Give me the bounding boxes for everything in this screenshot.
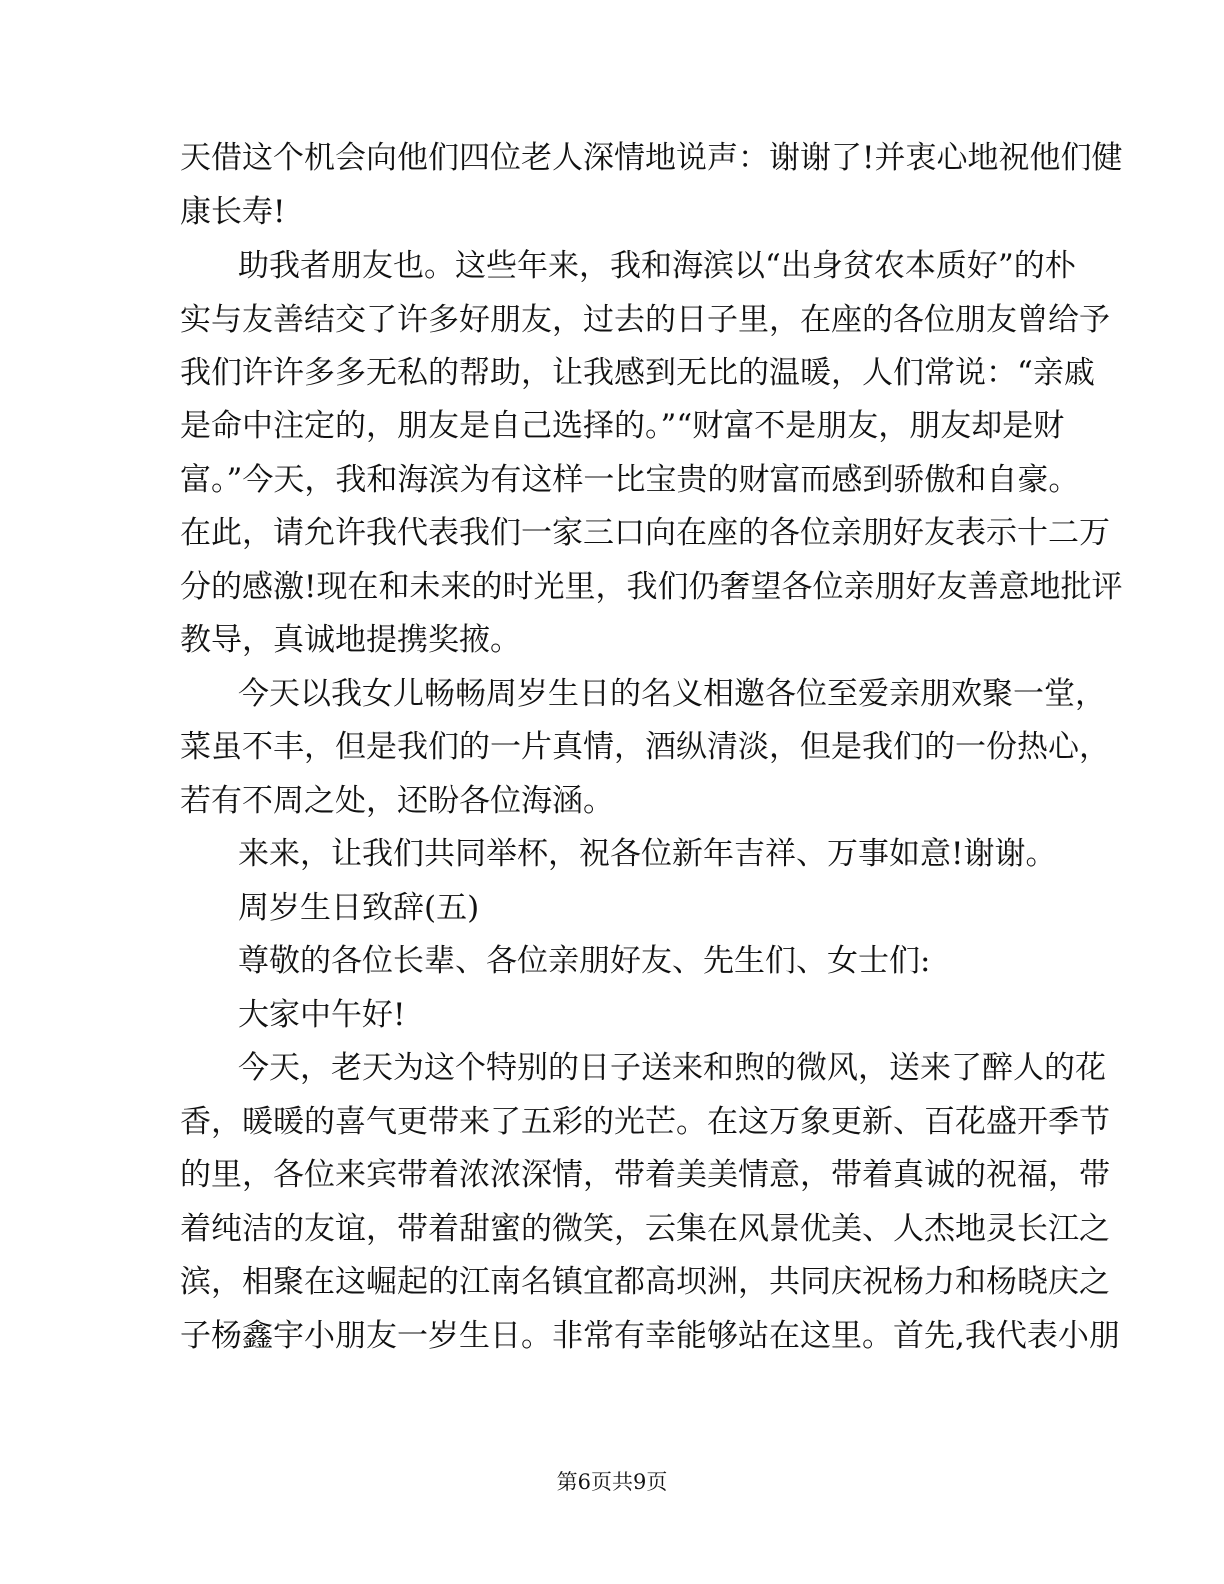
text-line: 若有不周之处，还盼各位海涵。 bbox=[180, 783, 614, 819]
text-line: 着纯洁的友谊，带着甜蜜的微笑，云集在风景优美、人杰地灵长江之 bbox=[180, 1211, 1110, 1247]
text-line: 香，暖暖的喜气更带来了五彩的光芒。在这万象更新、百花盛开季节 bbox=[180, 1104, 1110, 1140]
text-line: 的里，各位来宾带着浓浓深情，带着美美情意，带着真诚的祝福，带 bbox=[180, 1157, 1110, 1193]
section-heading: 周岁生日致辞(五) bbox=[238, 890, 480, 926]
paragraph-start-line: 助我者朋友也。这些年来，我和海滨以“出身贫农本质好”的朴 bbox=[238, 248, 1076, 284]
text-line: 天借这个机会向他们四位老人深情地说声：谢谢了!并衷心地祝他们健 bbox=[180, 140, 1123, 176]
salutation-line: 尊敬的各位长辈、各位亲朋好友、先生们、女士们: bbox=[238, 943, 931, 979]
text-line: 菜虽不丰，但是我们的一片真情，酒纵清淡，但是我们的一份热心， bbox=[180, 729, 1110, 765]
page-number-footer: 第6页共9页 bbox=[556, 1470, 668, 1494]
text-line: 实与友善结交了许多好朋友，过去的日子里，在座的各位朋友曾给予 bbox=[180, 302, 1110, 338]
paragraph-start-line: 今天，老天为这个特别的日子送来和煦的微风，送来了醉人的花 bbox=[238, 1050, 1106, 1086]
text-line: 我们许许多多无私的帮助，让我感到无比的温暖，人们常说：“亲戚 bbox=[180, 355, 1095, 391]
text-line: 滨，相聚在这崛起的江南名镇宜都高坝洲，共同庆祝杨力和杨晓庆之 bbox=[180, 1264, 1110, 1300]
text-line: 是命中注定的，朋友是自己选择的。”“财富不是朋友，朋友却是财 bbox=[180, 408, 1065, 444]
paragraph-start-line: 来来，让我们共同举杯，祝各位新年吉祥、万事如意!谢谢。 bbox=[238, 836, 1057, 872]
text-line: 富。”今天，我和海滨为有这样一比宝贵的财富而感到骄傲和自豪。 bbox=[180, 462, 1080, 498]
text-line: 分的感激!现在和未来的时光里，我们仍奢望各位亲朋好友善意地批评 bbox=[180, 569, 1123, 605]
greeting-line: 大家中午好! bbox=[238, 997, 406, 1033]
text-line: 在此，请允许我代表我们一家三口向在座的各位亲朋好友表示十二万 bbox=[180, 515, 1110, 551]
text-line: 康长寿! bbox=[180, 194, 286, 230]
text-line: 子杨鑫宇小朋友一岁生日。非常有幸能够站在这里。首先,我代表小朋 bbox=[180, 1318, 1120, 1354]
paragraph-start-line: 今天以我女儿畅畅周岁生日的名义相邀各位至爱亲朋欢聚一堂， bbox=[238, 676, 1106, 712]
text-line: 教导，真诚地提携奖掖。 bbox=[180, 622, 521, 658]
